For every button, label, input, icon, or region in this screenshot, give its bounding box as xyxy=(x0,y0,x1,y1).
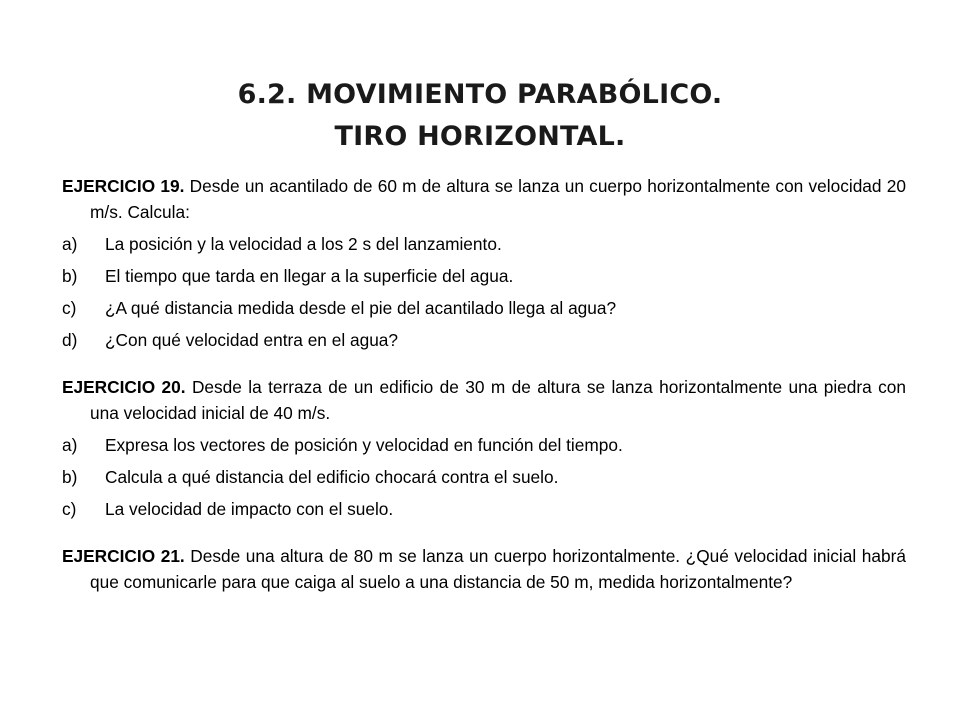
item-marker: c) xyxy=(62,298,77,318)
item-text: Expresa los vectores de posición y velocidad en función del tiempo. xyxy=(105,435,623,455)
list-item xyxy=(62,432,906,458)
item-marker: a) xyxy=(62,435,78,455)
exercise-label: EJERCICIO 19. xyxy=(62,176,185,196)
list-item xyxy=(62,295,906,321)
item-marker: b) xyxy=(62,266,78,286)
list-item xyxy=(62,327,906,353)
spacer xyxy=(62,522,906,543)
list-item xyxy=(62,231,906,257)
exercise-statement xyxy=(62,173,906,225)
item-marker: a) xyxy=(62,234,78,254)
exercise-21 xyxy=(62,543,906,595)
item-marker: c) xyxy=(62,499,77,519)
exercise-statement xyxy=(62,543,906,595)
exercise-19 xyxy=(62,173,906,353)
item-text: ¿A qué distancia medida desde el pie del acantilado llega al agua? xyxy=(105,298,617,318)
item-text: El tiempo que tarda en llegar a la superficie del agua. xyxy=(105,266,514,286)
item-text: La velocidad de impacto con el suelo. xyxy=(105,499,394,519)
exercise-list xyxy=(62,173,906,595)
list-item xyxy=(62,263,906,289)
list-item xyxy=(62,496,906,522)
item-marker: d) xyxy=(62,330,78,350)
title-line-2: TIRO HORIZONTAL. xyxy=(334,121,626,152)
exercise-text: Desde una altura de 80 m se lanza un cuerpo horizontalmente. ¿Qué velocidad inicial habrá que comunicarle para que caiga al suelo a una distancia de 50 m, medida horizontalmente? xyxy=(90,546,906,592)
exercise-text: Desde un acantilado de 60 m de altura se lanza un cuerpo horizontalmente con velocidad 20 m/s. Calcula: xyxy=(90,176,906,222)
page-title xyxy=(0,74,960,158)
item-text: Calcula a qué distancia del edificio chocará contra el suelo. xyxy=(105,467,559,487)
item-text: ¿Con qué velocidad entra en el agua? xyxy=(105,330,399,350)
list-item xyxy=(62,464,906,490)
exercise-label: EJERCICIO 20. xyxy=(62,377,186,397)
exercise-20 xyxy=(62,374,906,522)
exercise-text: Desde la terraza de un edificio de 30 m de altura se lanza horizontalmente una piedra con una velocidad inicial de 40 m/s. xyxy=(90,377,906,423)
spacer xyxy=(62,353,906,374)
item-marker: b) xyxy=(62,467,78,487)
exercise-statement xyxy=(62,374,906,426)
item-text: La posición y la velocidad a los 2 s del lanzamiento. xyxy=(105,234,502,254)
title-line-1: 6.2. MOVIMIENTO PARABÓLICO. xyxy=(237,79,723,110)
exercise-label: EJERCICIO 21. xyxy=(62,546,185,566)
